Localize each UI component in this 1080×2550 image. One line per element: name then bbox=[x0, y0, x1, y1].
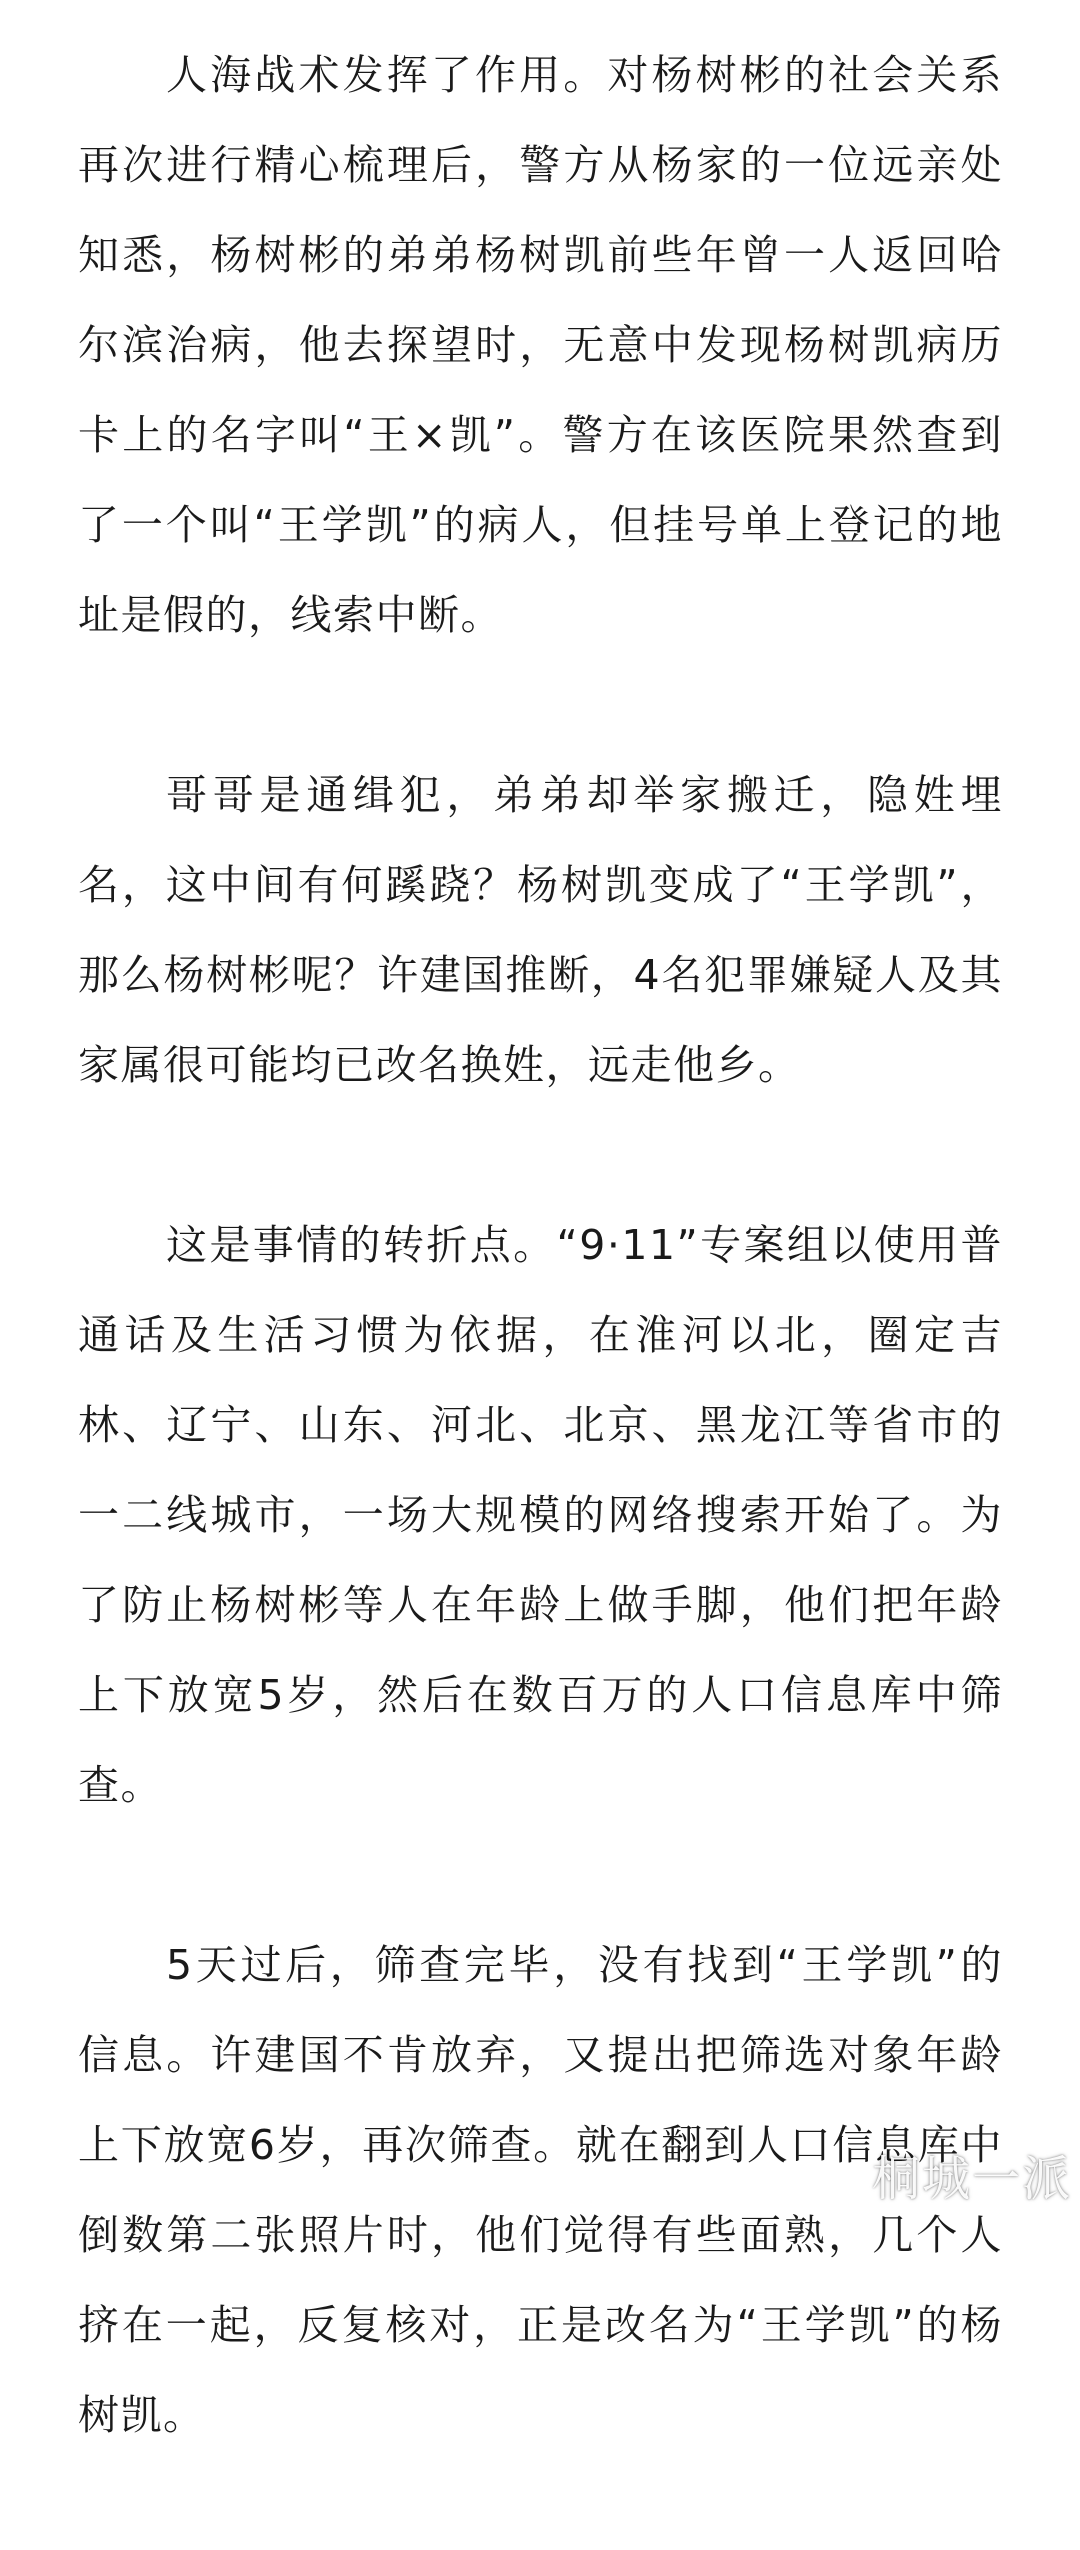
paragraph-2: 哥哥是通缉犯，弟弟却举家搬迁，隐姓埋名，这中间有何蹊跷？杨树凯变成了“王学凯”，那么杨树彬呢？许建国推断，4名犯罪嫌疑人及其家属很可能均已改名换姓，远走他乡。 bbox=[78, 771, 1003, 1089]
paragraph-4: 5天过后，筛查完毕，没有找到“王学凯”的信息。许建国不肯放弃，又提出把筛选对象年龄上下放宽6岁，再次筛查。就在翻到人口信息库中倒数第二张照片时，他们觉得有些面熟，几个人挤在一起，反复核对，正是改名为“王学凯”的杨树凯。 bbox=[78, 1941, 1003, 2439]
article-body bbox=[78, 30, 1003, 2550]
paragraph-3: 这是事情的转折点。“9·11”专案组以使用普通话及生活习惯为依据，在淮河以北，圈定吉林、辽宁、山东、河北、北京、黑龙江等省市的一二线城市，一场大规模的网络搜索开始了。为了防止杨树彬等人在年龄上做手脚，他们把年龄上下放宽5岁，然后在数百万的人口信息库中筛查。 bbox=[78, 1221, 1003, 1809]
watermark: 桐城一派 bbox=[871, 2151, 1072, 2207]
paragraph-1: 人海战术发挥了作用。对杨树彬的社会关系再次进行精心梳理后，警方从杨家的一位远亲处知悉，杨树彬的弟弟杨树凯前些年曾一人返回哈尔滨治病，他去探望时，无意中发现杨树凯病历卡上的名字叫“王×凯”。警方在该医院果然查到了一个叫“王学凯”的病人，但挂号单上登记的地址是假的，线索中断。 bbox=[78, 51, 1003, 639]
